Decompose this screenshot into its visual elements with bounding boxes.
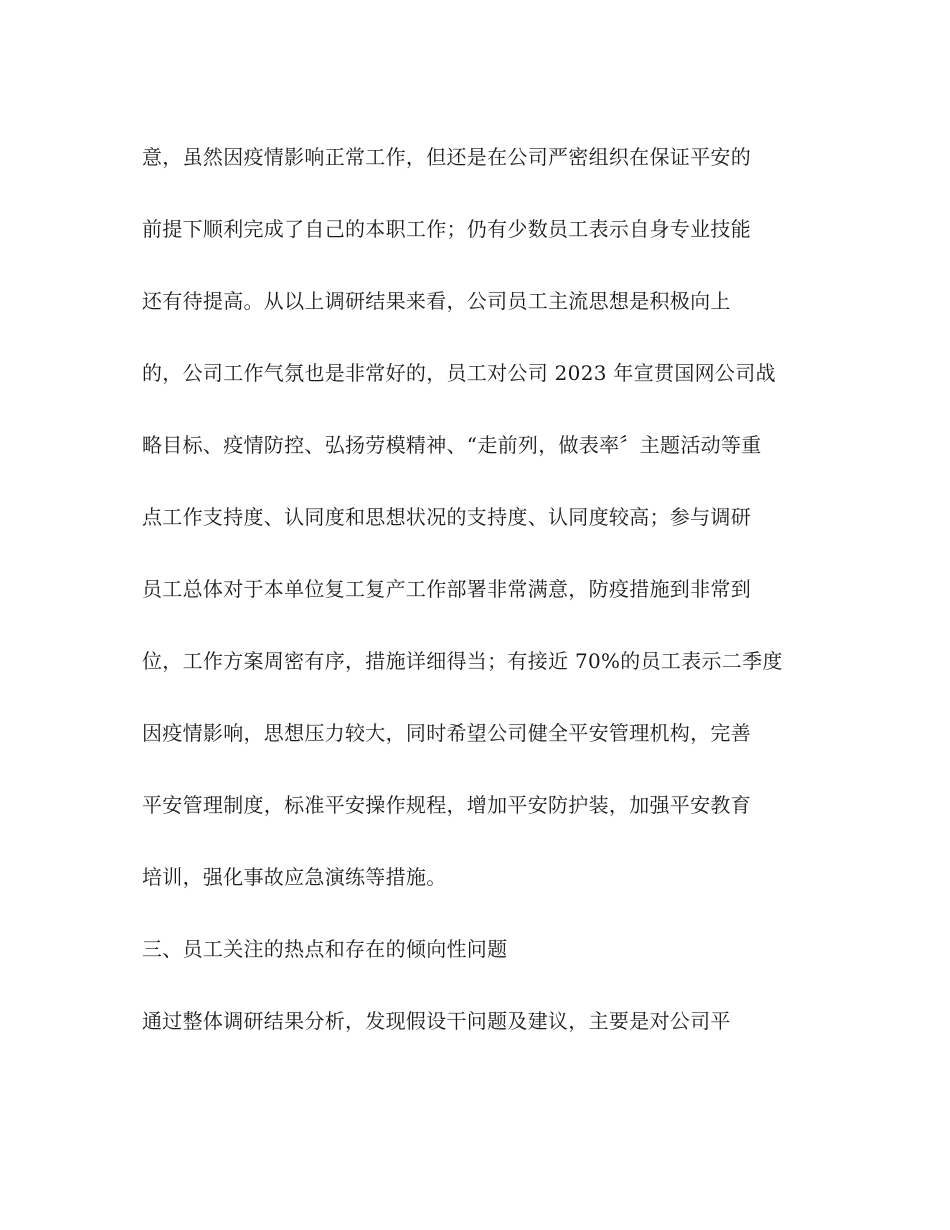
- paragraph-line: 员工总体对于本单位复工复产工作部署非常满意，防疫措施到非常到: [142, 577, 751, 601]
- paragraph-line: 因疫情影响，思想压力较大，同时希望公司健全平安管理机构，完善: [142, 721, 751, 745]
- section-heading: 三、员工关注的热点和存在的倾向性问题: [142, 937, 508, 961]
- paragraph-line: 前提下顺利完成了自己的本职工作；仍有少数员工表示自身专业技能: [142, 217, 751, 241]
- paragraph-line: 培训，强化事故应急演练等措施。: [142, 865, 447, 889]
- paragraph-line: 位，工作方案周密有序，措施详细得当；有接近 70%的员工表示二季度: [142, 649, 783, 673]
- paragraph-line: 点工作支持度、认同度和思想状况的支持度、认同度较高；参与调研: [142, 505, 751, 529]
- paragraph-line: 还有待提高。从以上调研结果来看，公司员工主流思想是积极向上: [142, 289, 731, 313]
- paragraph-line: 意，虽然因疫情影响正常工作，但还是在公司严密组织在保证平安的: [142, 145, 751, 169]
- paragraph-line: 略目标、疫情防控、弘扬劳模精神、“走前列，做表率〞主题活动等重: [142, 433, 762, 457]
- paragraph-line: 通过整体调研结果分析，发现假设干问题及建议，主要是对公司平: [142, 1009, 731, 1033]
- paragraph-line: 的，公司工作气氛也是非常好的，员工对公司 2023 年宣贯国网公司战: [142, 361, 776, 385]
- paragraph-line: 平安管理制度，标准平安操作规程，增加平安防护装，加强平安教育: [142, 793, 751, 817]
